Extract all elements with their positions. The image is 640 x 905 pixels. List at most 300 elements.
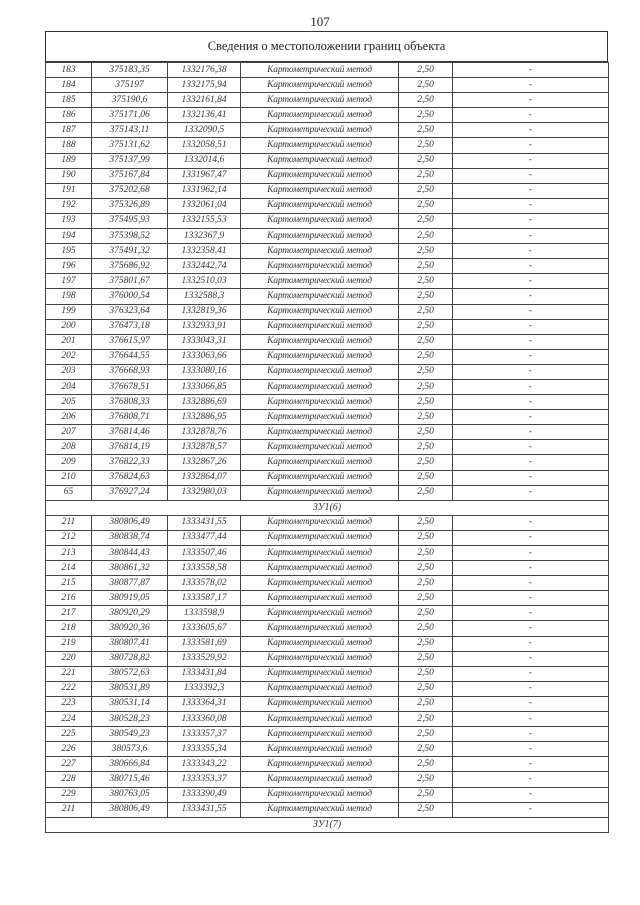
x-coordinate-cell: 380920,29 [92,606,168,621]
method-cell: Картометрический метод [241,485,399,500]
y-coordinate-cell: 1333578,02 [168,576,241,591]
method-cell: Картометрический метод [241,108,399,123]
table-row [46,93,609,108]
accuracy-cell: 2,50 [399,666,453,681]
point-number-cell: 212 [46,530,92,545]
point-number-cell: 65 [46,485,92,500]
method-cell: Картометрический метод [241,289,399,304]
method-cell: Картометрический метод [241,440,399,455]
description-cell: - [453,259,609,274]
point-number-cell: 193 [46,213,92,228]
method-cell: Картометрический метод [241,515,399,530]
group-label: ЗУ1(7) [46,817,609,832]
y-coordinate-cell: 1332933,91 [168,319,241,334]
table-row [46,787,609,802]
table-row [46,395,609,410]
y-coordinate-cell: 1332014,6 [168,153,241,168]
description-cell: - [453,395,609,410]
x-coordinate-cell: 375137,99 [92,153,168,168]
point-number-cell: 229 [46,787,92,802]
table-row [46,108,609,123]
x-coordinate-cell: 375326,89 [92,198,168,213]
point-number-cell: 205 [46,395,92,410]
point-number-cell: 198 [46,289,92,304]
method-cell: Картометрический метод [241,666,399,681]
accuracy-cell: 2,50 [399,259,453,274]
accuracy-cell: 2,50 [399,78,453,93]
method-cell: Картометрический метод [241,93,399,108]
point-number-cell: 219 [46,636,92,651]
y-coordinate-cell: 1333605,67 [168,621,241,636]
y-coordinate-cell: 1333043,31 [168,334,241,349]
accuracy-cell: 2,50 [399,742,453,757]
accuracy-cell: 2,50 [399,274,453,289]
table-row [46,606,609,621]
y-coordinate-cell: 1332358,41 [168,244,241,259]
point-number-cell: 214 [46,561,92,576]
x-coordinate-cell: 376814,19 [92,440,168,455]
accuracy-cell: 2,50 [399,636,453,651]
x-coordinate-cell: 375686,92 [92,259,168,274]
description-cell: - [453,168,609,183]
x-coordinate-cell: 375398,52 [92,229,168,244]
boundary-sheet [45,31,608,833]
y-coordinate-cell: 1333364,31 [168,696,241,711]
accuracy-cell: 2,50 [399,153,453,168]
accuracy-cell: 2,50 [399,349,453,364]
point-number-cell: 226 [46,742,92,757]
x-coordinate-cell: 376814,46 [92,425,168,440]
description-cell: - [453,681,609,696]
accuracy-cell: 2,50 [399,440,453,455]
method-cell: Картометрический метод [241,606,399,621]
x-coordinate-cell: 376808,71 [92,410,168,425]
description-cell: - [453,410,609,425]
y-coordinate-cell: 1333581,69 [168,636,241,651]
point-number-cell: 206 [46,410,92,425]
method-cell: Картометрический метод [241,229,399,244]
y-coordinate-cell: 1333558,58 [168,561,241,576]
x-coordinate-cell: 380528,23 [92,712,168,727]
description-cell: - [453,425,609,440]
accuracy-cell: 2,50 [399,334,453,349]
description-cell: - [453,63,609,78]
y-coordinate-cell: 1333431,84 [168,666,241,681]
table-title: Сведения о местоположении границ объекта [45,31,608,62]
accuracy-cell: 2,50 [399,651,453,666]
description-cell: - [453,546,609,561]
y-coordinate-cell: 1333390,49 [168,787,241,802]
point-number-cell: 204 [46,379,92,394]
description-cell: - [453,440,609,455]
y-coordinate-cell: 1333477,44 [168,530,241,545]
method-cell: Картометрический метод [241,576,399,591]
table-row [46,153,609,168]
accuracy-cell: 2,50 [399,425,453,440]
method-cell: Картометрический метод [241,530,399,545]
description-cell: - [453,742,609,757]
x-coordinate-cell: 380920,36 [92,621,168,636]
method-cell: Картометрический метод [241,757,399,772]
description-cell: - [453,696,609,711]
point-number-cell: 202 [46,349,92,364]
description-cell: - [453,485,609,500]
point-number-cell: 194 [46,229,92,244]
y-coordinate-cell: 1333598,9 [168,606,241,621]
description-cell: - [453,561,609,576]
method-cell: Картометрический метод [241,546,399,561]
y-coordinate-cell: 1332886,95 [168,410,241,425]
y-coordinate-cell: 1332980,03 [168,485,241,500]
method-cell: Картометрический метод [241,138,399,153]
table-row [46,772,609,787]
description-cell: - [453,108,609,123]
table-row [46,349,609,364]
x-coordinate-cell: 375183,35 [92,63,168,78]
accuracy-cell: 2,50 [399,93,453,108]
point-number-cell: 196 [46,259,92,274]
description-cell: - [453,123,609,138]
method-cell: Картометрический метод [241,591,399,606]
description-cell: - [453,319,609,334]
x-coordinate-cell: 375202,68 [92,183,168,198]
point-number-cell: 220 [46,651,92,666]
description-cell: - [453,93,609,108]
x-coordinate-cell: 380861,32 [92,561,168,576]
table-row [46,712,609,727]
accuracy-cell: 2,50 [399,606,453,621]
table-row [46,530,609,545]
accuracy-cell: 2,50 [399,470,453,485]
method-cell: Картометрический метод [241,244,399,259]
accuracy-cell: 2,50 [399,681,453,696]
table-row [46,304,609,319]
x-coordinate-cell: 380763,05 [92,787,168,802]
description-cell: - [453,757,609,772]
point-number-cell: 209 [46,455,92,470]
x-coordinate-cell: 380919,05 [92,591,168,606]
table-row [46,576,609,591]
point-number-cell: 184 [46,78,92,93]
table-row [46,289,609,304]
y-coordinate-cell: 1331962,14 [168,183,241,198]
description-cell: - [453,334,609,349]
description-cell: - [453,530,609,545]
accuracy-cell: 2,50 [399,319,453,334]
y-coordinate-cell: 1333507,46 [168,546,241,561]
method-cell: Картометрический метод [241,349,399,364]
x-coordinate-cell: 380728,82 [92,651,168,666]
y-coordinate-cell: 1333431,55 [168,515,241,530]
description-cell: - [453,304,609,319]
point-number-cell: 188 [46,138,92,153]
table-row [46,440,609,455]
description-cell: - [453,289,609,304]
method-cell: Картометрический метод [241,410,399,425]
x-coordinate-cell: 380844,43 [92,546,168,561]
table-row [46,666,609,681]
accuracy-cell: 2,50 [399,802,453,817]
method-cell: Картометрический метод [241,621,399,636]
accuracy-cell: 2,50 [399,183,453,198]
x-coordinate-cell: 380572,63 [92,666,168,681]
table-row [46,546,609,561]
table-row [46,410,609,425]
description-cell: - [453,591,609,606]
x-coordinate-cell: 376678,51 [92,379,168,394]
point-number-cell: 223 [46,696,92,711]
table-row [46,561,609,576]
table-row [46,198,609,213]
table-row [46,334,609,349]
x-coordinate-cell: 375171,06 [92,108,168,123]
point-number-cell: 197 [46,274,92,289]
table-row [46,470,609,485]
point-number-cell: 189 [46,153,92,168]
point-number-cell: 187 [46,123,92,138]
point-number-cell: 203 [46,364,92,379]
method-cell: Картометрический метод [241,78,399,93]
method-cell: Картометрический метод [241,636,399,651]
x-coordinate-cell: 380666,84 [92,757,168,772]
y-coordinate-cell: 1333392,3 [168,681,241,696]
method-cell: Картометрический метод [241,561,399,576]
x-coordinate-cell: 376000,54 [92,289,168,304]
description-cell: - [453,636,609,651]
description-cell: - [453,274,609,289]
table-row [46,229,609,244]
x-coordinate-cell: 375491,32 [92,244,168,259]
x-coordinate-cell: 376323,64 [92,304,168,319]
point-number-cell: 190 [46,168,92,183]
y-coordinate-cell: 1332136,41 [168,108,241,123]
page-number: 107 [310,14,330,29]
method-cell: Картометрический метод [241,123,399,138]
point-number-cell: 225 [46,727,92,742]
accuracy-cell: 2,50 [399,772,453,787]
accuracy-cell: 2,50 [399,576,453,591]
description-cell: - [453,651,609,666]
x-coordinate-cell: 380531,89 [92,681,168,696]
point-number-cell: 199 [46,304,92,319]
y-coordinate-cell: 1333080,16 [168,364,241,379]
method-cell: Картометрический метод [241,651,399,666]
point-number-cell: 227 [46,757,92,772]
point-number-cell: 210 [46,470,92,485]
y-coordinate-cell: 1332155,53 [168,213,241,228]
accuracy-cell: 2,50 [399,696,453,711]
table-row [46,425,609,440]
group-label: ЗУ1(6) [46,500,609,515]
method-cell: Картометрический метод [241,772,399,787]
accuracy-cell: 2,50 [399,515,453,530]
x-coordinate-cell: 380838,74 [92,530,168,545]
method-cell: Картометрический метод [241,63,399,78]
x-coordinate-cell: 375801,67 [92,274,168,289]
x-coordinate-cell: 375495,93 [92,213,168,228]
accuracy-cell: 2,50 [399,304,453,319]
table-row [46,681,609,696]
y-coordinate-cell: 1333529,92 [168,651,241,666]
method-cell: Картометрический метод [241,395,399,410]
y-coordinate-cell: 1333066,85 [168,379,241,394]
description-cell: - [453,515,609,530]
y-coordinate-cell: 1332886,69 [168,395,241,410]
method-cell: Картометрический метод [241,425,399,440]
point-number-cell: 192 [46,198,92,213]
y-coordinate-cell: 1332588,3 [168,289,241,304]
method-cell: Картометрический метод [241,168,399,183]
description-cell: - [453,712,609,727]
method-cell: Картометрический метод [241,274,399,289]
table-row [46,138,609,153]
y-coordinate-cell: 1332442,74 [168,259,241,274]
y-coordinate-cell: 1333587,17 [168,591,241,606]
accuracy-cell: 2,50 [399,621,453,636]
accuracy-cell: 2,50 [399,198,453,213]
description-cell: - [453,470,609,485]
method-cell: Картометрический метод [241,183,399,198]
description-cell: - [453,576,609,591]
description-cell: - [453,138,609,153]
table-row [46,379,609,394]
accuracy-cell: 2,50 [399,757,453,772]
y-coordinate-cell: 1333063,66 [168,349,241,364]
point-number-cell: 208 [46,440,92,455]
point-number-cell: 200 [46,319,92,334]
method-cell: Картометрический метод [241,681,399,696]
table-row [46,244,609,259]
y-coordinate-cell: 1333357,37 [168,727,241,742]
x-coordinate-cell: 380806,49 [92,515,168,530]
method-cell: Картометрический метод [241,334,399,349]
y-coordinate-cell: 1331967,47 [168,168,241,183]
table-row [46,742,609,757]
accuracy-cell: 2,50 [399,138,453,153]
accuracy-cell: 2,50 [399,530,453,545]
x-coordinate-cell: 376808,33 [92,395,168,410]
description-cell: - [453,213,609,228]
table-row [46,259,609,274]
method-cell: Картометрический метод [241,712,399,727]
x-coordinate-cell: 376644,55 [92,349,168,364]
method-cell: Картометрический метод [241,153,399,168]
description-cell: - [453,727,609,742]
y-coordinate-cell: 1333360,08 [168,712,241,727]
table-row [46,591,609,606]
description-cell: - [453,606,609,621]
x-coordinate-cell: 380715,46 [92,772,168,787]
y-coordinate-cell: 1332090,5 [168,123,241,138]
description-cell: - [453,787,609,802]
table-row [46,757,609,772]
point-number-cell: 218 [46,621,92,636]
group-label-row [46,817,609,832]
table-row [46,183,609,198]
coordinates-table-body [46,63,609,833]
description-cell: - [453,772,609,787]
x-coordinate-cell: 380806,49 [92,802,168,817]
x-coordinate-cell: 380573,6 [92,742,168,757]
point-number-cell: 186 [46,108,92,123]
point-number-cell: 211 [46,515,92,530]
table-row [46,621,609,636]
accuracy-cell: 2,50 [399,63,453,78]
x-coordinate-cell: 376473,18 [92,319,168,334]
table-row [46,123,609,138]
table-row [46,727,609,742]
accuracy-cell: 2,50 [399,455,453,470]
table-row [46,63,609,78]
y-coordinate-cell: 1332864,07 [168,470,241,485]
x-coordinate-cell: 375190,6 [92,93,168,108]
accuracy-cell: 2,50 [399,213,453,228]
description-cell: - [453,802,609,817]
point-number-cell: 191 [46,183,92,198]
point-number-cell: 201 [46,334,92,349]
coordinates-table [45,62,609,833]
method-cell: Картометрический метод [241,304,399,319]
y-coordinate-cell: 1333431,55 [168,802,241,817]
description-cell: - [453,244,609,259]
x-coordinate-cell: 375131,62 [92,138,168,153]
description-cell: - [453,183,609,198]
x-coordinate-cell: 380807,41 [92,636,168,651]
accuracy-cell: 2,50 [399,123,453,138]
description-cell: - [453,153,609,168]
point-number-cell: 228 [46,772,92,787]
x-coordinate-cell: 380549,23 [92,727,168,742]
description-cell: - [453,349,609,364]
y-coordinate-cell: 1333353,37 [168,772,241,787]
table-row [46,802,609,817]
x-coordinate-cell: 376927,24 [92,485,168,500]
point-number-cell: 195 [46,244,92,259]
method-cell: Картометрический метод [241,455,399,470]
y-coordinate-cell: 1332175,94 [168,78,241,93]
y-coordinate-cell: 1332161,84 [168,93,241,108]
y-coordinate-cell: 1333355,34 [168,742,241,757]
point-number-cell: 216 [46,591,92,606]
description-cell: - [453,78,609,93]
table-row [46,455,609,470]
accuracy-cell: 2,50 [399,244,453,259]
table-row [46,636,609,651]
group-label-row [46,500,609,515]
accuracy-cell: 2,50 [399,108,453,123]
table-row [46,78,609,93]
y-coordinate-cell: 1332176,38 [168,63,241,78]
method-cell: Картометрический метод [241,727,399,742]
accuracy-cell: 2,50 [399,364,453,379]
accuracy-cell: 2,50 [399,561,453,576]
accuracy-cell: 2,50 [399,410,453,425]
table-row [46,696,609,711]
accuracy-cell: 2,50 [399,546,453,561]
method-cell: Картометрический метод [241,259,399,274]
accuracy-cell: 2,50 [399,168,453,183]
table-row [46,319,609,334]
table-row [46,515,609,530]
accuracy-cell: 2,50 [399,485,453,500]
table-row [46,364,609,379]
point-number-cell: 221 [46,666,92,681]
y-coordinate-cell: 1332510,03 [168,274,241,289]
method-cell: Картометрический метод [241,802,399,817]
y-coordinate-cell: 1332061,04 [168,198,241,213]
point-number-cell: 215 [46,576,92,591]
point-number-cell: 211 [46,802,92,817]
